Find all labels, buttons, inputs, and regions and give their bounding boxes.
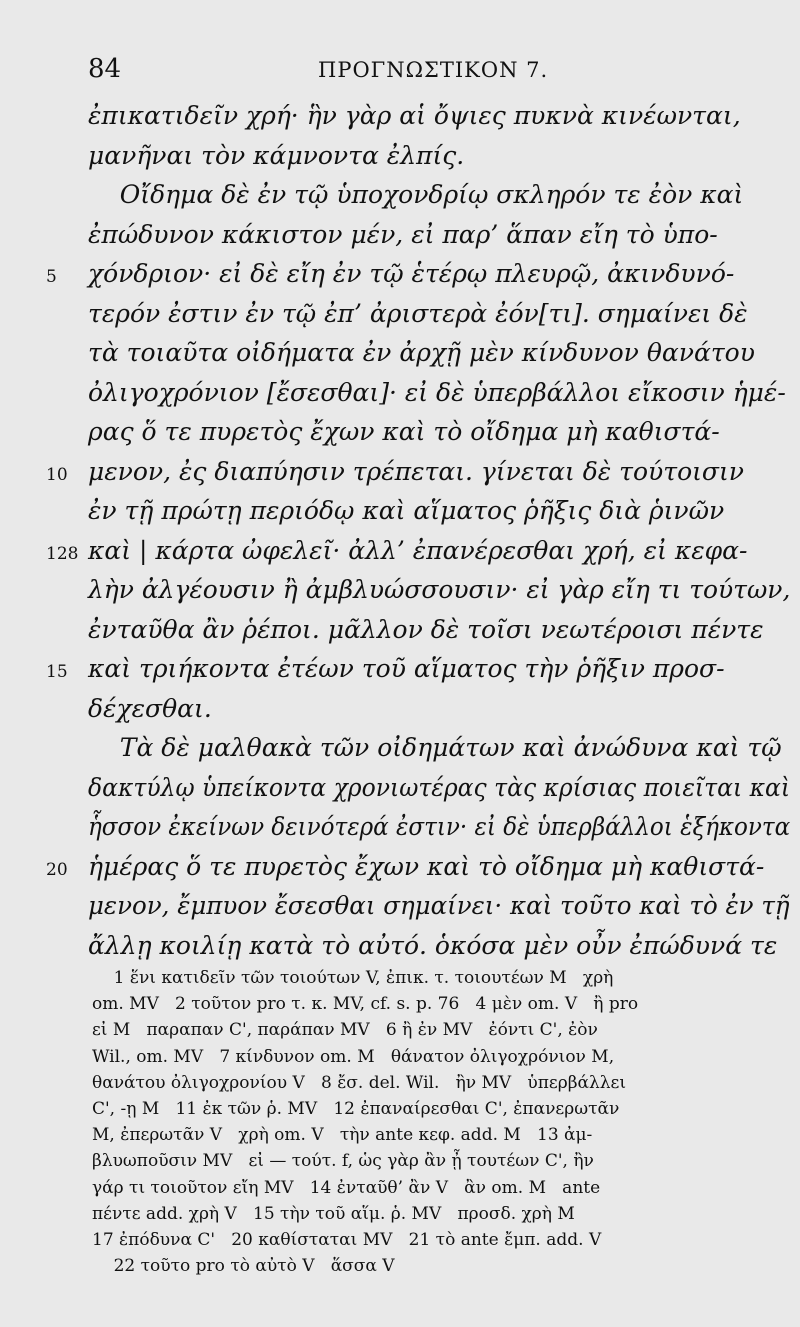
apparatus-text: om. MV 2 τοῦτον pro τ. κ. MV, cf. s. p. 76 4 μὲν om. V ἢ pro: [92, 994, 639, 1015]
apparatus-line: [0, 992, 800, 1018]
apparatus-line: [0, 1254, 800, 1280]
line-text: δακτύλῳ ὑπείκοντα χρονιωτέρας τὰς κρίσιας ποιεῖται καὶ: [88, 772, 791, 802]
line-number: 128: [46, 543, 79, 564]
line-text: τὰ τοιαῦτα οἰδήματα ἐν ἀρχῇ μὲν κίνδυνον θανάτου: [88, 338, 755, 367]
apparatus-text: θανάτου ὀλιγοχρονίου V 8 ἔσ. del. Wil. ἢν MV ὑπερβάλλει: [92, 1072, 627, 1093]
line-number: 10: [46, 464, 68, 485]
text-line: [0, 416, 800, 456]
apparatus-text: 17 ἐπόδυνα C' 20 καθίσταται MV 21 τὸ ante ἔμπ. add. V: [92, 1229, 602, 1250]
text-line: [0, 377, 800, 417]
text-line: [0, 258, 800, 298]
apparatus-line: [0, 1097, 800, 1123]
text-line: [0, 495, 800, 535]
apparatus-line: [0, 1202, 800, 1228]
line-text: δέχεσθαι.: [88, 693, 212, 723]
line-number: 20: [46, 859, 68, 880]
line-text: ἡμέρας ὅ τε πυρετὸς ἔχων καὶ τὸ οἴδημα μὴ καθιστά-: [88, 851, 765, 881]
text-line: [0, 732, 800, 772]
line-text: χόνδριον· εἰ δὲ εἴη ἐν τῷ ἑτέρῳ πλευρῷ, ἀκινδυνό-: [88, 259, 735, 288]
text-line: [0, 614, 800, 654]
line-text: ἐπικατιδεῖν χρή· ἣν γὰρ αἱ ὄψιες πυκνὰ κινέωνται,: [88, 101, 741, 130]
line-text: μενον, ἔμπυον ἔσεσθαι σημαίνει· καὶ τοῦτο καὶ τὸ ἐν τῇ: [88, 891, 790, 920]
apparatus-text: C', -ῃ M 11 ἐκ τῶν ῥ. MV 12 ἐπαναίρεσθαι C', ἐπανερωτᾶν: [92, 1098, 620, 1119]
text-line: [0, 772, 800, 812]
apparatus-line: [0, 966, 800, 992]
apparatus-text: 1 ἕνι κατιδεῖν τῶν τοιούτων V, ἐπικ. τ. τοιουτέων M χρὴ: [92, 968, 614, 988]
text-line: [0, 179, 800, 219]
apparatus-text: εἰ M παραπαν C', παράπαν MV 6 ἢ ἐν MV ἐόντι C', ἐὸν: [92, 1020, 598, 1041]
line-text: ὀλιγοχρόνιον [ἔσεσθαι]· εἰ δὲ ὑπερβάλλοι εἴκοσιν ἡμέ-: [88, 377, 786, 407]
line-text: μανῆναι τὸν κάμνοντα ἐλπίς.: [88, 140, 465, 170]
critical-apparatus: [0, 966, 800, 1280]
text-line: [0, 456, 800, 496]
text-line: [0, 535, 800, 575]
text-line: [0, 693, 800, 733]
text-line: [0, 140, 800, 180]
apparatus-text: πέντε add. χρὴ V 15 τὴν τοῦ αἵμ. ῥ. MV προσδ. χρὴ M: [92, 1203, 575, 1224]
line-text: Οἴδημα δὲ ἐν τῷ ὑποχονδρίῳ σκληρόν τε ἐὸν καὶ: [88, 180, 744, 209]
line-text: ρας ὅ τε πυρετὸς ἔχων καὶ τὸ οἴδημα μὴ καθιστά-: [88, 417, 720, 446]
line-text: ἧσσον ἐκείνων δεινότερά ἐστιν· εἰ δὲ ὑπερβάλλοι ἑξήκοντα: [88, 812, 791, 841]
apparatus-text: Wil., om. MV 7 κίνδυνον om. M θάνατον ὀλιγοχρόνιον M,: [92, 1046, 615, 1067]
apparatus-text: 22 τοῦτο pro τὸ αὐτὸ V ἅσσα V: [92, 1256, 395, 1277]
apparatus-line: [0, 1018, 800, 1044]
running-header: [0, 54, 800, 94]
text-line: [0, 100, 800, 140]
apparatus-text: M, ἐπερωτᾶν V χρὴ om. V τὴν ante κεφ. add. M 13 ἀμ-: [92, 1125, 593, 1146]
line-number: 15: [46, 662, 68, 682]
text-line: [0, 930, 800, 970]
line-text: λὴν ἀλγέουσιν ἢ ἀμβλυώσσουσιν· εἰ γὰρ εἴη τι τούτων,: [88, 575, 791, 604]
text-line: [0, 574, 800, 614]
text-line: [0, 298, 800, 338]
apparatus-line: [0, 1045, 800, 1071]
text-line: [0, 219, 800, 259]
line-text: ἐν τῇ πρώτῃ περιόδῳ καὶ αἵματος ῥῆξις διὰ ῥινῶν: [88, 496, 725, 525]
line-text: ἐνταῦθα ἂν ῥέποι. μᾶλλον δὲ τοῖσι νεωτέροισι πέντε: [88, 614, 764, 644]
apparatus-line: [0, 1071, 800, 1097]
line-text: Τὰ δὲ μαλθακὰ τῶν οἰδημάτων καὶ ἀνώδυνα καὶ τῷ: [88, 733, 782, 762]
apparatus-line: [0, 1176, 800, 1202]
line-text: μενον, ἐς διαπύησιν τρέπεται. γίνεται δὲ τούτοισιν: [88, 456, 744, 486]
running-title: ΠΡΟΓΝΩΣΤΙΚΟΝ 7.: [318, 58, 549, 82]
text-line: [0, 851, 800, 891]
text-line: [0, 337, 800, 377]
line-text: καὶ | κάρτα ὠφελεῖ· ἀλλ’ ἐπανέρεσθαι χρή, εἰ κεφα-: [88, 535, 748, 565]
main-text: [0, 100, 800, 969]
apparatus-line: [0, 1228, 800, 1254]
text-line: [0, 653, 800, 693]
line-number: 5: [46, 267, 57, 287]
apparatus-line: [0, 1149, 800, 1175]
apparatus-text: βλυωποῦσιν MV εἰ — τούτ. f, ὡς γὰρ ἂν ᾖ τουτέων C', ἢν: [92, 1151, 594, 1172]
apparatus-text: γάρ τι τοιοῦτον εἴη MV 14 ἐνταῦθ’ ἂν V ἂν om. M ante: [92, 1177, 601, 1198]
line-text: ἐπώδυνον κάκιστον μέν, εἰ παρ’ ἅπαν εἴη τὸ ὑπο-: [88, 219, 718, 249]
line-text: ἄλλῃ κοιλίῃ κατὰ τὸ αὐτό. ὁκόσα μὲν οὖν ἐπώδυνά τε: [88, 930, 778, 960]
text-line: [0, 890, 800, 930]
page-number: 84: [88, 54, 122, 84]
apparatus-line: [0, 1123, 800, 1149]
text-line: [0, 811, 800, 851]
line-text: καὶ τριήκοντα ἐτέων τοῦ αἵματος τὴν ῥῆξιν προσ-: [88, 654, 725, 683]
line-text: τερόν ἐστιν ἐν τῷ ἐπ’ ἀριστερὰ ἐόν[τι]. σημαίνει δὲ: [88, 298, 748, 328]
